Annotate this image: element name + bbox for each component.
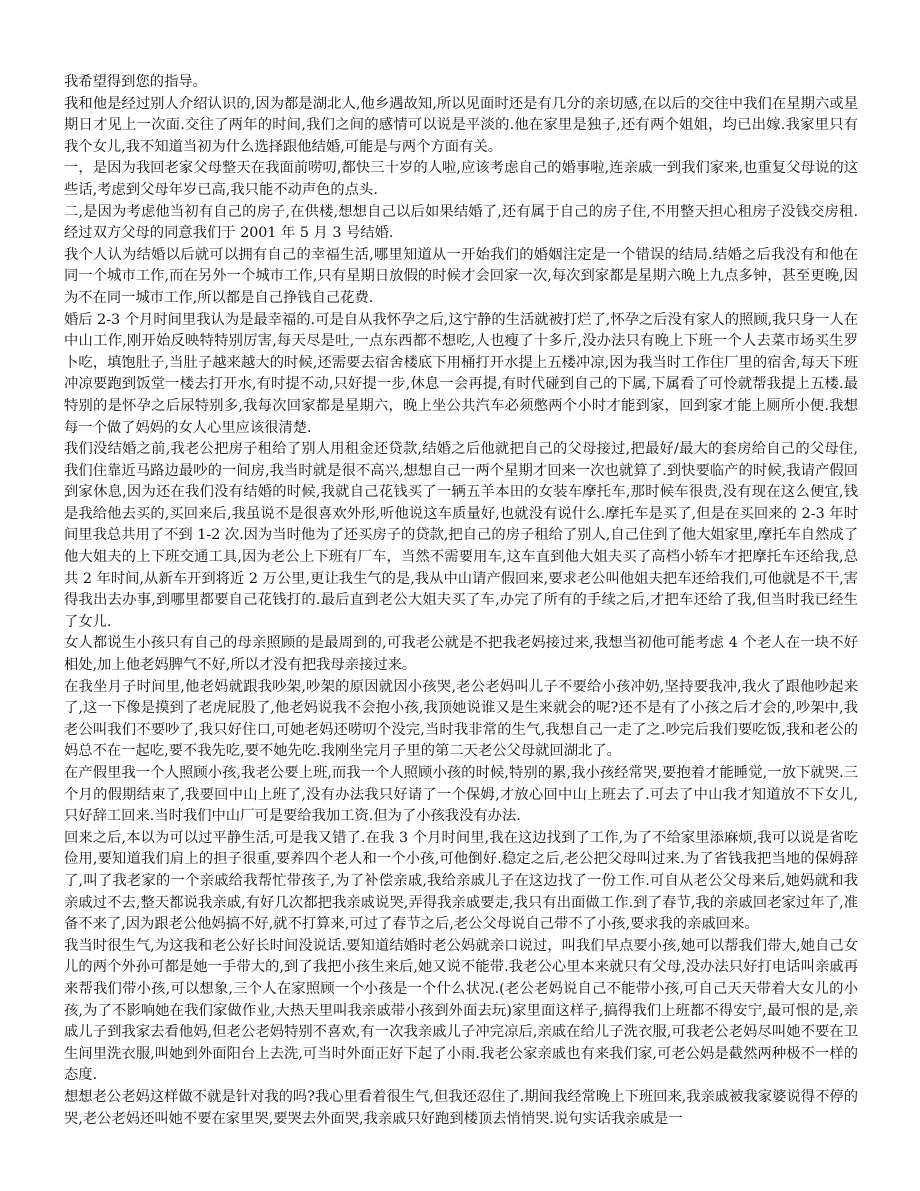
paragraph: 一，是因为我回老家父母整天在我面前唠叨,都快三十岁的人啦,应该考虑自己的婚事啦,连亲戚一到我们家来,也重复父母说的这些话,考虑到父母年岁已高,我只能不动声色的点头. [64,160,858,198]
paragraph: 女人都说生小孩只有自己的母亲照顾的是最周到的,可我老公就是不把我老妈接过来,我想当初他可能考虑 4 个老人在一块不好相处,加上他老妈脾气不好,所以才没有把我母亲接过来。 [64,635,858,674]
paragraph: 在我坐月子时间里,他老妈就跟我吵架,吵架的原因就因小孩哭,老公老妈叫儿子不要给小孩冲奶,坚持要我冲,我火了跟他吵起来了,这一下像是摸到了老虎屁股了,他老妈说我不会抱小孩,我顶她说谁又是生来就会的呢?还不是有了小孩之后才会的,吵架中,我老公叫我们不要吵了,我只好住口,可她老妈还唠叨个没完,当时我非常的生气,我想自己一走了之.吵完后我们要吃饭,我和老公的妈总不在一起吃,要不我先吃,要不她先吃.我刚坐完月子里的第二天老公父母就回湖北了。 [64,678,858,760]
document-page [64,72,858,1130]
paragraph: 我个人认为结婚以后就可以拥有自己的幸福生活,哪里知道从一开始我们的婚姻注定是一个错误的结局.结婚之后我没有和他在同一个城市工作,而在另外一个城市工作,只有星期日放假的时候才会回家一次,每次到家都是星期六晚上九点多钟，甚至更晚,因为不在同一城市工作,所以都是自己挣钱自己花费. [64,246,858,306]
paragraph: 我希望得到您的指导。 [64,74,207,90]
paragraph: 在产假里我一个人照顾小孩,我老公要上班,而我一个人照顾小孩的时候,特别的累,我小孩经常哭,要抱着才能睡觉,一放下就哭.三个月的假期结束了,我要回中山上班了,没有办法我只好请了一个保姆,才放心回中山上班去了.可去了中山我才知道放不下女儿,只好辞工回来.当时我们中山厂可是要给我加工资.但为了小孩我没有办法. [64,765,858,825]
paragraph: 想想老公老妈这样做不就是针对我的吗?我心里看着很生气,但我还忍住了.期间我经常晚上下班回来,我亲戚被我家婆说得不停的哭,老公老妈还叫她不要在家里哭,要哭去外面哭,我亲戚只好跑到楼顶去悄悄哭.说句实话我亲戚是一 [64,1088,858,1127]
paragraph: 二,是因为考虑他当初有自己的房子,在供楼,想想自己以后如果结婚了,还有属于自己的房子住,不用整天担心租房子没钱交房租.经过双方父母的同意我们于 2001 年 5 月 3 号结婚. [64,203,858,242]
paragraph: 我们没结婚之前,我老公把房子租给了别人用租金还贷款,结婚之后他就把自己的父母接过,把最好/最大的套房给自己的父母住,我们住靠近马路边最吵的一间房,我当时就是很不高兴,想想自己一两个星期才回来一次也就算了.到快要临产的时候,我请产假回到家休息,因为还在我们没有结婚的时候,我就自己花钱买了一辆五羊本田的女装车摩托车,那时候车很贵,没有现在这么便宜,钱是我给他去买的,买回来后,我虽说不是很喜欢外形,听他说这车质量好,也就没有说什么.摩托车是买了,但是在买回来的 2-3 年时间里我总共用了不到 1-2 次.因为当时他为了还买房子的贷款,把自己的房子租给了别人,自己住到了他大姐家里,摩托车自然成了他大姐夫的上下班交通工具,因为老公上下班有厂车，当然不需要用车,这车直到他大姐夫买了高档小轿车才把摩托车还给我,总共 2 年时间,从新车开到将近 2 万公里,更让我生气的是,我从中山请产假回来,要求老公叫他姐夫把车还给我们,可他就是不干,害得我出去办事,到哪里都要自己花钱打的.最后直到老公大姐夫买了车,办完了所有的手续之后,才把车还给了我,但当时我已经生了女儿. [64,441,858,630]
paragraph: 婚后 2-3 个月时间里我认为是最幸福的.可是自从我怀孕之后,这宁静的生活就被打烂了,怀孕之后没有家人的照顾,我只身一人在中山工作,刚开始反映特特别厉害,每天尽是吐,一点东西都不想吃,人也瘦了十多斤,没办法只有晚上下班一个人去菜市场买生罗卜吃，填饱肚子,当肚子越来越大的时候,还需要去宿舍楼底下用桶打开水提上五楼冲凉,因为我当时工作住厂里的宿舍,每天下班冲凉要跑到饭堂一楼去打开水,有时提不动,只好提一步,休息一会再提,有时代碰到自己的下属,下属看了可怜就帮我提上五楼.最特别的是怀孕之后尿特别多,我每次回家都是星期六，晚上坐公共汽车必须憋两个小时才能到家，回到家才能上厕所小便.我想每一个做了妈妈的女人心里应该很清楚. [64,311,858,436]
paragraph: 回来之后,本以为可以过平静生活,可是我又错了.在我 3 个月时间里,我在这边找到了工作,为了不给家里添麻烦,我可以说是省吃俭用,要知道我们肩上的担子很重,要养四个老人和一个小孩,可他倒好.稳定之后,老公把父母叫过来.为了省钱我把当地的保姆辞了,叫了我老家的一个亲戚给我帮忙带孩子,为了补偿亲戚,我给亲戚儿子在这边找了一份工作.可自从老公父母来后,她妈就和我亲戚过不去,整天都说我亲戚,有好几次都把我亲戚说哭,弄得我亲戚要走,我只有出面做工作.到了春节,我的亲戚回老家过年了,准备不来了,因为跟老公他妈搞不好,就不打算来,可过了春节之后,老公父母说自己带不了小孩,要求我的亲戚回来。 [64,829,858,933]
paragraph: 我和他是经过别人介绍认识的,因为都是湖北人,他乡遇故知,所以见面时还是有几分的亲切感,在以后的交往中我们在星期六或星期日才见上一次面.交往了两年的时间,我们之间的感情可以说是平淡的.他在家里是独子,还有两个姐姐，均已出嫁.我家里只有我个女儿,我不知道当初为什么选择跟他结婚,可能是与两个方面有关。 [64,95,858,155]
paragraph: 我当时很生气,为这我和老公好长时间没说话.要知道结婚时老公妈就亲口说过，叫我们早点要小孩,她可以帮我们带大,她自己女儿的两个外孙可都是她一手带大的,到了我把小孩生来后,她又说不能带.我老公心里本来就只有父母,没办法只好打电话叫亲戚再来帮我们带小孩,可以想象,三个人在家照顾一个小孩是一个什么状况.(老公老妈说自己不能带小孩,可自己天天带着大女儿的小孩,为了不影响她在我们家做作业,大热天里叫我亲戚带小孩到外面去玩)家里面这样子,搞得我们上班都不得安宁,最可恨的是,亲戚儿子到我家去看他妈,但老公老妈特别不喜欢,有一次我亲戚儿子冲完凉后,亲戚在给儿子洗衣服,可我老公老妈尽叫她不要在卫生间里洗衣服,叫她到外面阳台上去洗,可当时外面正好下起了小雨.我老公家亲戚也有来我们家,可老公妈是截然两种极不一样的态度. [64,937,858,1084]
